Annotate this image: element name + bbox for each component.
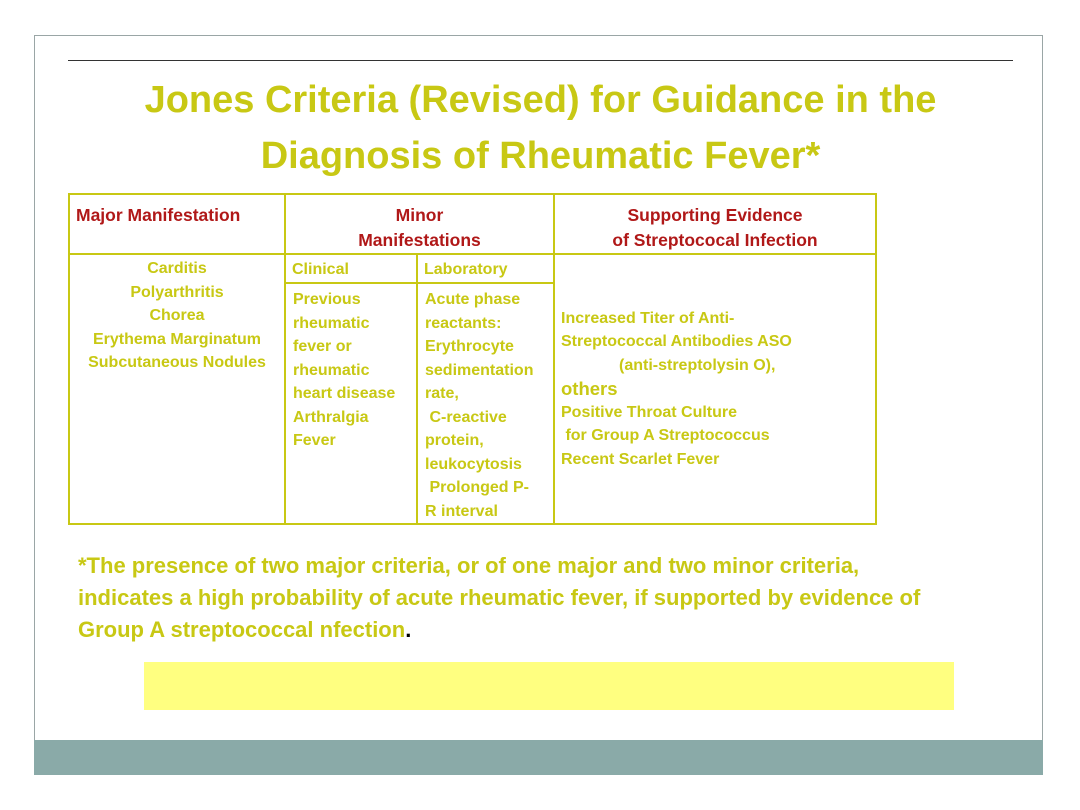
footnote-line-last — [78, 614, 1008, 646]
laboratory-line: C-reactive — [425, 408, 507, 426]
title-line: Diagnosis of Rheumatic Fever* — [260, 135, 821, 177]
clinical-cell — [285, 283, 417, 524]
major-item: Polyarthritis — [130, 283, 224, 301]
clinical-line: Fever — [293, 432, 336, 449]
support-line: Increased Titer of Anti- — [561, 309, 735, 327]
header-major-label: Major Manifestation — [76, 205, 241, 225]
subheader-laboratory — [417, 254, 554, 283]
clinical-line: rheumatic — [293, 314, 370, 332]
support-line: for Group A Streptococcus — [561, 427, 770, 445]
footnote — [78, 550, 1008, 646]
header-minor-line: Minor — [395, 205, 444, 225]
major-item: Chorea — [149, 307, 205, 324]
footer-bar — [34, 740, 1043, 775]
support-line: Positive Throat Culture — [561, 403, 738, 421]
subheader-clinical — [285, 254, 417, 283]
laboratory-line: Prolonged P- — [425, 479, 529, 496]
footnote-line: Group A streptococcal nfection — [78, 617, 406, 642]
major-item: Erythema Marginatum — [92, 330, 262, 348]
footnote-line: indicates a high probability of acute rheumatic fever, if supported by evidence of — [78, 585, 921, 610]
support-line: Recent Scarlet Fever — [561, 450, 720, 468]
laboratory-line: sedimentation — [425, 361, 534, 379]
major-item: Carditis — [147, 260, 207, 277]
header-major — [69, 194, 285, 254]
clinical-line: rheumatic — [293, 361, 370, 379]
top-rule — [68, 60, 1013, 61]
laboratory-line: Acute phase — [425, 291, 521, 308]
subheader-clinical-label: Clinical — [292, 261, 349, 278]
major-manifestations-cell — [69, 254, 285, 524]
laboratory-cell — [417, 283, 554, 524]
major-item: Subcutaneous Nodules — [88, 354, 266, 371]
clinical-line: fever or — [293, 338, 352, 355]
support-line: (anti-streptolysin O), — [619, 356, 776, 374]
footnote-period: . — [405, 617, 412, 642]
laboratory-line: leukocytosis — [425, 455, 522, 473]
support-line: others — [561, 378, 618, 400]
subheader-laboratory-label: Laboratory — [424, 261, 508, 278]
laboratory-line: rate, — [425, 385, 459, 402]
laboratory-line: R interval — [425, 502, 498, 520]
header-support-line: of Streptococal Infection — [612, 230, 818, 250]
header-minor-line: Manifestations — [358, 230, 481, 250]
laboratory-line: reactants: — [425, 314, 502, 332]
laboratory-line: protein, — [425, 432, 484, 449]
header-support-line: Supporting Evidence — [627, 205, 803, 225]
header-support — [554, 194, 876, 254]
slide-title — [68, 72, 1013, 184]
highlight-box — [144, 662, 954, 710]
header-minor — [285, 194, 554, 254]
title-line: Jones Criteria (Revised) for Guidance in the — [144, 79, 937, 121]
clinical-line: heart disease — [293, 385, 396, 402]
supporting-evidence-cell — [554, 254, 876, 524]
footnote-line: *The presence of two major criteria, or of one major and two minor criteria, — [78, 553, 860, 578]
clinical-line: Arthralgia — [293, 408, 369, 426]
laboratory-line: Erythrocyte — [425, 338, 514, 355]
clinical-line: Previous — [293, 291, 361, 308]
support-line: Streptococcal Antibodies ASO — [561, 333, 792, 351]
jones-criteria-table — [68, 193, 877, 525]
